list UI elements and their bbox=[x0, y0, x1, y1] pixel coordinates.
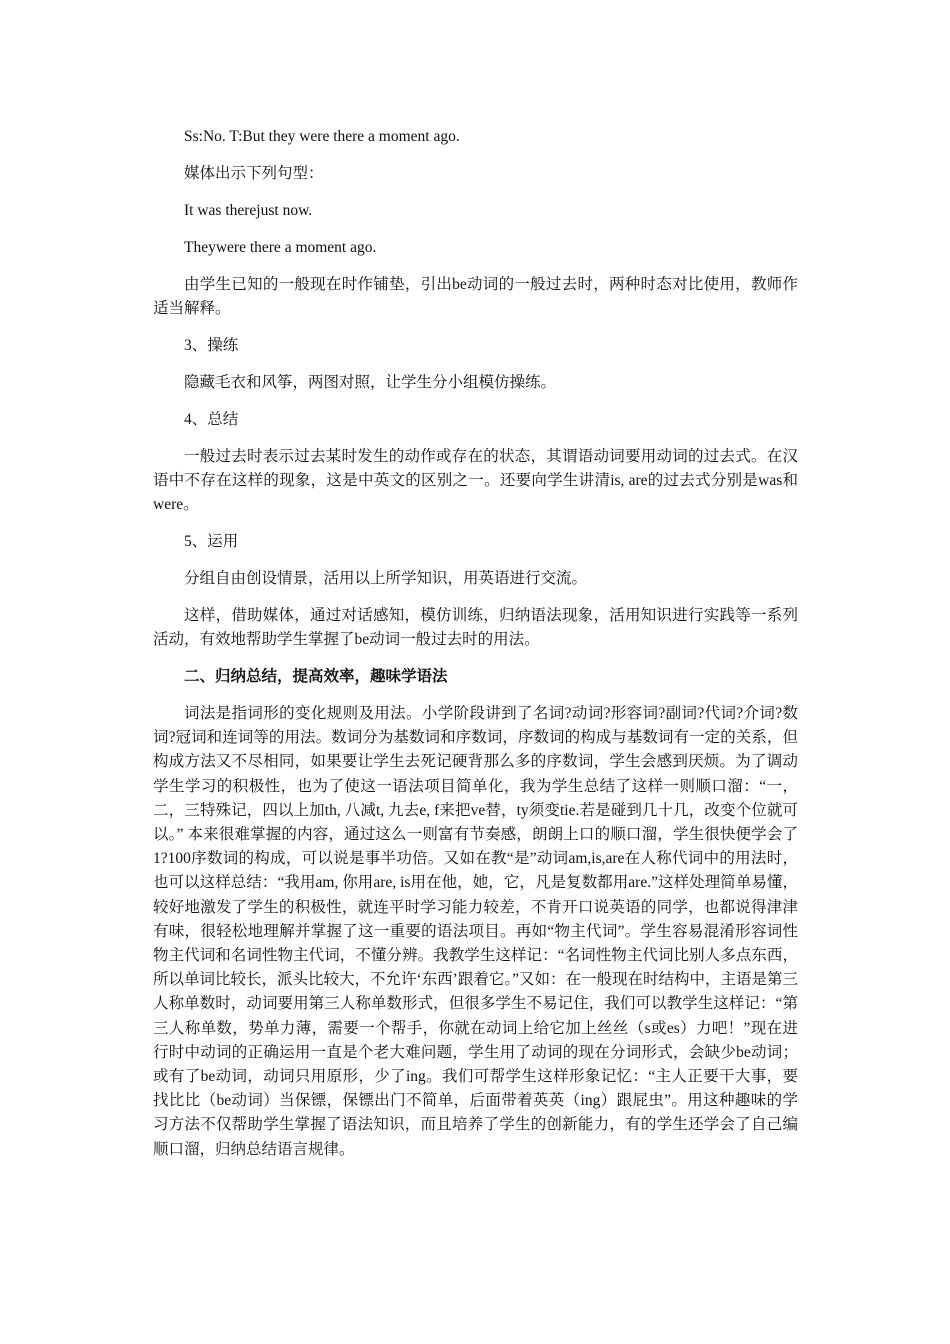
dialogue-line: Ss:No. T:But they were there a moment ago. bbox=[184, 128, 460, 145]
section-heading: 二、归纳总结，提高效率，趣味学语法 bbox=[184, 668, 448, 685]
example-sentence-2: Theywere there a moment ago. bbox=[184, 239, 377, 256]
example-sentence-1: It was therejust now. bbox=[184, 202, 313, 219]
step-3-text: 隐藏毛衣和风筝，两图对照，让学生分小组模仿操练。 bbox=[184, 374, 557, 391]
step-5-text: 分组自由创设情景，活用以上所学知识，用英语进行交流。 bbox=[184, 570, 588, 587]
step-5-heading: 5、运用 bbox=[184, 533, 239, 550]
document-body bbox=[153, 125, 798, 1175]
step-4-heading: 4、总结 bbox=[184, 411, 239, 428]
step-3-heading: 3、操练 bbox=[184, 337, 239, 354]
step-4-text: 一般过去时表示过去某时发生的动作或存在的状态，其谓语动词要用动词的过去式。在汉语中不存在这样的现象，这是中英文的区别之一。还要向学生讲清is, are的过去式分别是was和were。 bbox=[153, 448, 798, 513]
summary-paragraph: 这样，借助媒体，通过对话感知，模仿训练，归纳语法现象，活用知识进行实践等一系列活动，有效地帮助学生掌握了be动词一般过去时的用法。 bbox=[153, 607, 798, 648]
morphology-paragraph: 词法是指词形的变化规则及用法。小学阶段讲到了名词?动词?形容词?副词?代词?介词?数词?冠词和连词等的用法。数词分为基数词和序数词，序数词的构成与基数词有一定的关系，但构成方法又不尽相同，如果要让学生去死记硬背那么多的序数词，学生会感到厌烦。为了调动学生学习的积极性，也为了使这一语法项目简单化，我为学生总结了这样一则顺口溜：“一，二，三特殊记，四以上加th, 八减t, 九去e, f来把ve替，ty须变tie.若是碰到几十几，改变个位就可以。” 本来很难掌握的内容，通过这么一则富有节奏感，朗朗上口的顺口溜，学生很快便学会了1?100序数词的构成，可以说是事半功倍。又如在教“是”动词am,is,are在人称代词中的用法时，也可以这样总结：“我用am, 你用are, is用在他，她，它，凡是复数都用are.”这样处理简单易懂，较好地激发了学生的积极性，就连平时学习能力较差，不肯开口说英语的同学，也都说得津津有味，很轻松地理解并掌握了这一重要的语法项目。再如“物主代词”。学生容易混淆形容词性物主代词和名词性物主代词，不懂分辨。我教学生这样记：“名词性物主代词比别人多点东西，所以单词比较长，派头比较大，不允许‘东西’跟着它。”又如：在一般现在时结构中，主语是第三人称单数时，动词要用第三人称单数形式，但很多学生不易记住，我们可以教学生这样记：“第三人称单数，势单力薄，需要一个帮手，你就在动词上给它加上丝丝（s或es）力吧！”现在进行时中动词的正确运用一直是个老大难问题，学生用了动词的现在分词形式，会缺少be动词；或有了be动词，动词只用原形，少了ing。我们可帮学生这样形象记忆：“主人正要干大事，要找比比（be动词）当保镖，保镖出门不简单，后面带着英英（ing）跟屁虫”。用这种趣味的学习方法不仅帮助学生掌握了语法知识，而且培养了学生的创新能力，有的学生还学会了自己编顺口溜，归纳总结语言规律。 bbox=[153, 705, 798, 1158]
explanation-paragraph: 由学生已知的一般现在时作铺垫，引出be动词的一般过去时，两种时态对比使用，教师作适当解释。 bbox=[153, 276, 798, 317]
media-sentence-intro: 媒体出示下列句型： bbox=[184, 165, 324, 182]
